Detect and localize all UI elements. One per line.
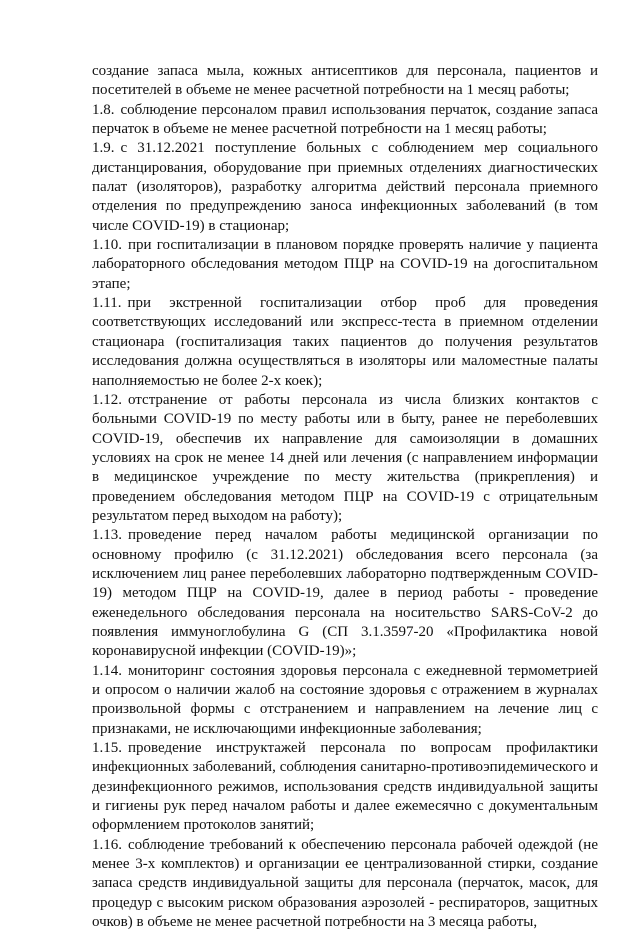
item-text: соблюдение требований к обеспечению персонала рабочей одеждой (не менее 3-х комплектов) и организации ее централизованной стирки, создание запаса средств индивидуальной защиты для персонала (перчаток, масок, для процедур с высоким риском образования аэрозолей - респираторов, защитных очков) в объеме не менее расчетной потребности на 3 месяца работы, — [92, 836, 598, 931]
continuation-paragraph: создание запаса мыла, кожных антисептиков для персонала, пациентов и посетителей в объеме не менее расчетной потребности на 1 месяц работы; — [92, 63, 598, 99]
list-item — [92, 101, 598, 140]
item-text: отстранение от работы персонала из числа близких контактов с больными COVID-19 по месту работы или в быту, ранее не переболевших COVID-19, обеспечив их направление для самоизоляции в домашних условиях на срок не менее 14 дней или лечения (с направлением информации в медицинское учреждение по месту жительства (прикрепления) и проведением обследования методом ПЦР на COVID-19 с отрицательным результатом перед выходом на работу); — [92, 391, 598, 524]
list-item — [92, 391, 598, 526]
item-number: 1.15. — [92, 740, 122, 757]
list-item — [92, 526, 598, 661]
item-number: 1.14. — [92, 662, 122, 679]
item-number: 1.16. — [92, 836, 122, 853]
item-text: проведение перед началом работы медицинской организации по основному профилю (с 31.12.2021) обследования всего персонала (за исключением лиц ранее переболевших лабораторно подтвержденным COVID-19) методом ПЦР на COVID-19, далее в период работы - проведение еженедельного обследования персонала на носительство SARS-CoV-2 до появления иммуноглобулина G (СП 3.1.3597-20 «Профилактика новой коронавирусной инфекции (COVID-19)»; — [92, 527, 598, 660]
document-body — [92, 62, 598, 932]
item-text: при госпитализации в плановом порядке проверять наличие у пациента лабораторного обследования методом ПЦР на COVID-19 на догоспитальном этапе; — [92, 237, 598, 292]
item-text: проведение инструктажей персонала по вопросам профилактики инфекционных заболеваний, соблюдения санитарно-противоэпидемического и дезинфекционного режимов, использования средств индивидуальной защиты и гигиены рук перед началом работы и далее ежемесячно с документальным оформлением протоколов занятий; — [92, 740, 598, 834]
list-item — [92, 836, 598, 932]
item-number: 1.12. — [92, 391, 122, 408]
list-item — [92, 294, 598, 391]
list-item — [92, 236, 598, 294]
item-number: 1.9. — [92, 140, 115, 157]
item-text: при экстренной госпитализации отбор проб для проведения соответствующих исследований или экспресс-теста в приемном отделении стационара (госпитализация таких пациентов до получения результатов исследования должна осуществляться в изоляторы или маломестные палаты наполняемостью не более 2-х коек); — [92, 295, 598, 389]
item-text: соблюдение персоналом правил использования перчаток, создание запаса перчаток в объеме не менее расчетной потребности на 1 месяц работы; — [92, 101, 598, 138]
item-number: 1.11. — [92, 295, 122, 312]
item-number: 1.8. — [92, 101, 115, 118]
list-item — [92, 139, 598, 236]
item-number: 1.10. — [92, 237, 122, 254]
list-item — [92, 662, 598, 739]
item-text: мониторинг состояния здоровья персонала с ежедневной термометрией и опросом о наличии жалоб на состояние здоровья с отражением в журналах произвольной формы с отстранением и направлением на лечение лиц с признаками, не исключающими инфекционные заболевания; — [92, 662, 598, 737]
list-item — [92, 739, 598, 836]
item-text: с 31.12.2021 поступление больных с соблюдением мер социального дистанцирования, оборудование при приемных отделениях диагностических палат (изоляторов), разработку алгоритма действий персонала приемного отделения по предупреждению заноса инфекционных заболеваний (в том числе COVID-19) в стационар; — [92, 140, 598, 234]
item-number: 1.13. — [92, 527, 122, 544]
